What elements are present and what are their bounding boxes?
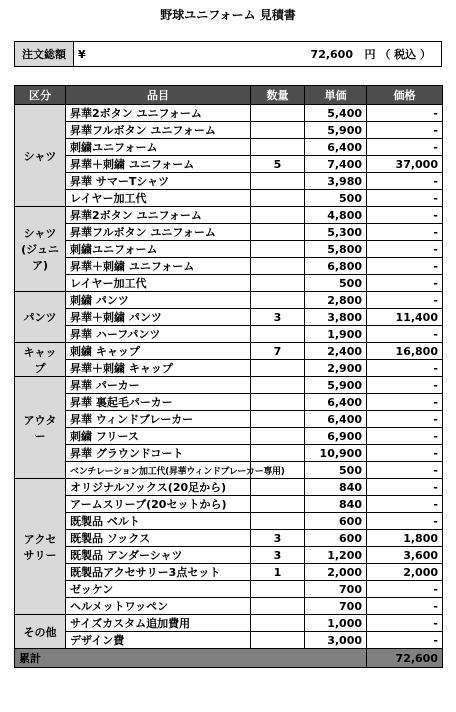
table-row	[15, 343, 443, 360]
table-row	[15, 190, 443, 207]
table-row	[15, 496, 443, 513]
grand-total-label: 累計	[15, 649, 367, 668]
item-cell: 昇華＋刺繍 ユニフォーム	[66, 258, 251, 275]
table-row	[15, 394, 443, 411]
item-cell: デザイン費	[66, 632, 251, 649]
unit-price-cell: 700	[305, 581, 367, 598]
price-cell: 2,000	[367, 564, 443, 581]
item-cell: 既製品アクセサリー3点セット	[66, 564, 251, 581]
qty-cell	[251, 377, 305, 394]
qty-cell	[251, 207, 305, 224]
header-price: 価格	[367, 86, 443, 105]
qty-cell	[251, 598, 305, 615]
price-cell: -	[367, 275, 443, 292]
qty-cell	[251, 139, 305, 156]
qty-cell	[251, 445, 305, 462]
item-cell: 刺繍 キャップ	[66, 343, 251, 360]
qty-cell	[251, 292, 305, 309]
unit-price-cell: 4,800	[305, 207, 367, 224]
table-row	[15, 530, 443, 547]
qty-cell	[251, 394, 305, 411]
item-cell: ヘルメットワッペン	[66, 598, 251, 615]
price-cell: -	[367, 598, 443, 615]
qty-cell	[251, 326, 305, 343]
table-row	[15, 275, 443, 292]
table-row	[15, 326, 443, 343]
qty-cell: 5	[251, 156, 305, 173]
table-header-row	[15, 86, 443, 105]
item-cell: 刺繍ユニフォーム	[66, 139, 251, 156]
unit-price-cell: 840	[305, 496, 367, 513]
item-cell: 昇華 ハーフパンツ	[66, 326, 251, 343]
grand-total-row	[15, 649, 443, 668]
header-qty: 数量	[251, 86, 305, 105]
qty-cell: 3	[251, 309, 305, 326]
qty-cell: 3	[251, 547, 305, 564]
qty-cell: 7	[251, 343, 305, 360]
qty-cell	[251, 275, 305, 292]
category-cell: その他	[15, 615, 66, 649]
table-row	[15, 207, 443, 224]
qty-cell: 1	[251, 564, 305, 581]
item-cell: オリジナルソックス(20足から)	[66, 479, 251, 496]
price-cell: -	[367, 496, 443, 513]
item-cell: 刺繍ユニフォーム	[66, 241, 251, 258]
table-row	[15, 156, 443, 173]
item-cell: サイズカスタム追加費用	[66, 615, 251, 632]
unit-price-cell: 6,400	[305, 394, 367, 411]
item-cell: 昇華フルボタン ユニフォーム	[66, 224, 251, 241]
qty-cell	[251, 224, 305, 241]
item-cell: 昇華 サマーTシャツ	[66, 173, 251, 190]
item-cell: 昇華 裏起毛パーカー	[66, 394, 251, 411]
table-row	[15, 598, 443, 615]
item-cell: 昇華 ウィンドブレーカー	[66, 411, 251, 428]
item-cell: 昇華＋刺繍 パンツ	[66, 309, 251, 326]
unit-price-cell: 2,900	[305, 360, 367, 377]
price-cell: -	[367, 462, 443, 479]
table-row	[15, 547, 443, 564]
qty-cell	[251, 241, 305, 258]
price-cell: -	[367, 224, 443, 241]
unit-price-cell: 600	[305, 513, 367, 530]
unit-price-cell: 500	[305, 275, 367, 292]
header-item: 品目	[66, 86, 251, 105]
table-row	[15, 360, 443, 377]
table-row	[15, 173, 443, 190]
price-cell: -	[367, 326, 443, 343]
price-cell: -	[367, 632, 443, 649]
unit-price-cell: 2,000	[305, 564, 367, 581]
price-cell: -	[367, 377, 443, 394]
qty-cell	[251, 428, 305, 445]
qty-cell	[251, 581, 305, 598]
unit-price-cell: 5,900	[305, 122, 367, 139]
unit-price-cell: 6,400	[305, 139, 367, 156]
header-unit-price: 単価	[305, 86, 367, 105]
table-row	[15, 377, 443, 394]
table-row	[15, 105, 443, 122]
header-category: 区分	[15, 86, 66, 105]
category-cell: シャツ	[15, 105, 66, 207]
category-cell: アウター	[15, 377, 66, 479]
unit-price-cell: 5,400	[305, 105, 367, 122]
unit-price-cell: 840	[305, 479, 367, 496]
qty-cell	[251, 190, 305, 207]
table-row	[15, 632, 443, 649]
price-cell: -	[367, 207, 443, 224]
page-title: 野球ユニフォーム 見積書	[160, 8, 296, 22]
order-total-value	[258, 42, 442, 67]
item-cell: 昇華 パーカー	[66, 377, 251, 394]
price-cell: -	[367, 428, 443, 445]
table-row	[15, 258, 443, 275]
grand-total-value: 72,600	[367, 649, 443, 668]
price-cell: -	[367, 139, 443, 156]
item-cell: 昇華＋刺繍 ユニフォーム	[66, 156, 251, 173]
price-cell: -	[367, 581, 443, 598]
item-cell: 昇華2ボタン ユニフォーム	[66, 207, 251, 224]
price-cell: -	[367, 173, 443, 190]
price-cell: -	[367, 292, 443, 309]
qty-cell: 3	[251, 530, 305, 547]
unit-price-cell: 6,900	[305, 428, 367, 445]
unit-price-cell: 500	[305, 190, 367, 207]
table-row	[15, 309, 443, 326]
unit-price-cell: 1,200	[305, 547, 367, 564]
qty-cell	[251, 258, 305, 275]
unit-price-cell: 2,800	[305, 292, 367, 309]
unit-price-cell: 700	[305, 598, 367, 615]
qty-cell	[251, 411, 305, 428]
order-total-amount: 72,600	[310, 48, 353, 61]
price-cell: -	[367, 258, 443, 275]
item-cell: 刺繍 パンツ	[66, 292, 251, 309]
table-row	[15, 241, 443, 258]
unit-price-cell: 3,980	[305, 173, 367, 190]
item-cell: 刺繍 フリース	[66, 428, 251, 445]
price-cell: 11,400	[367, 309, 443, 326]
price-cell: -	[367, 122, 443, 139]
item-cell: 既製品 ベルト	[66, 513, 251, 530]
order-total-currency: ¥	[74, 42, 258, 67]
unit-price-cell: 6,400	[305, 411, 367, 428]
order-total-label: 注文総額	[15, 42, 74, 67]
item-cell: レイヤー加工代	[66, 275, 251, 292]
item-cell: 既製品 ソックス	[66, 530, 251, 547]
table-body	[15, 105, 443, 649]
unit-price-cell: 3,800	[305, 309, 367, 326]
qty-cell	[251, 496, 305, 513]
price-cell: 16,800	[367, 343, 443, 360]
category-cell: パンツ	[15, 292, 66, 343]
price-cell: -	[367, 394, 443, 411]
table-row	[15, 462, 443, 479]
category-cell: キャップ	[15, 343, 66, 377]
qty-cell	[251, 632, 305, 649]
qty-cell	[251, 615, 305, 632]
item-cell: 昇華2ボタン ユニフォーム	[66, 105, 251, 122]
item-cell: ベンチレーション加工代(昇華ウィンドブレーカー専用)	[66, 462, 251, 479]
table-row	[15, 564, 443, 581]
order-total-suffix: 円 （ 税込 ）	[364, 48, 431, 61]
table-row	[15, 428, 443, 445]
price-cell: -	[367, 105, 443, 122]
table-row	[15, 445, 443, 462]
price-cell: -	[367, 615, 443, 632]
unit-price-cell: 2,400	[305, 343, 367, 360]
item-cell: 昇華フルボタン ユニフォーム	[66, 122, 251, 139]
item-cell: アームスリーブ(20セットから)	[66, 496, 251, 513]
unit-price-cell: 3,000	[305, 632, 367, 649]
qty-cell	[251, 105, 305, 122]
item-cell: ゼッケン	[66, 581, 251, 598]
qty-cell	[251, 513, 305, 530]
unit-price-cell: 5,800	[305, 241, 367, 258]
table-row	[15, 411, 443, 428]
table-row	[15, 513, 443, 530]
unit-price-cell: 6,800	[305, 258, 367, 275]
unit-price-cell: 600	[305, 530, 367, 547]
table-row	[15, 139, 443, 156]
table-row	[15, 581, 443, 598]
unit-price-cell: 7,400	[305, 156, 367, 173]
qty-cell	[251, 360, 305, 377]
price-cell: -	[367, 190, 443, 207]
item-cell: 既製品 アンダーシャツ	[66, 547, 251, 564]
order-total-table	[14, 41, 442, 67]
table-row	[15, 122, 443, 139]
price-cell: 3,600	[367, 547, 443, 564]
unit-price-cell: 5,900	[305, 377, 367, 394]
unit-price-cell: 5,300	[305, 224, 367, 241]
price-cell: -	[367, 479, 443, 496]
item-cell: 昇華＋刺繍 キャップ	[66, 360, 251, 377]
unit-price-cell: 1,900	[305, 326, 367, 343]
price-cell: -	[367, 360, 443, 377]
price-cell: -	[367, 241, 443, 258]
price-cell: 1,800	[367, 530, 443, 547]
table-row	[15, 224, 443, 241]
table-row	[15, 479, 443, 496]
unit-price-cell: 500	[305, 462, 367, 479]
table-row	[15, 292, 443, 309]
table-row	[15, 615, 443, 632]
price-cell: -	[367, 445, 443, 462]
item-cell: レイヤー加工代	[66, 190, 251, 207]
unit-price-cell: 1,000	[305, 615, 367, 632]
price-cell: 37,000	[367, 156, 443, 173]
qty-cell	[251, 122, 305, 139]
unit-price-cell: 10,900	[305, 445, 367, 462]
item-cell: 昇華 グラウンドコート	[66, 445, 251, 462]
price-cell: -	[367, 513, 443, 530]
category-cell: アクセサリー	[15, 479, 66, 615]
category-cell: シャツ (ジュニア)	[15, 207, 66, 292]
qty-cell	[251, 479, 305, 496]
estimate-table	[14, 85, 443, 668]
qty-cell	[251, 173, 305, 190]
price-cell: -	[367, 411, 443, 428]
